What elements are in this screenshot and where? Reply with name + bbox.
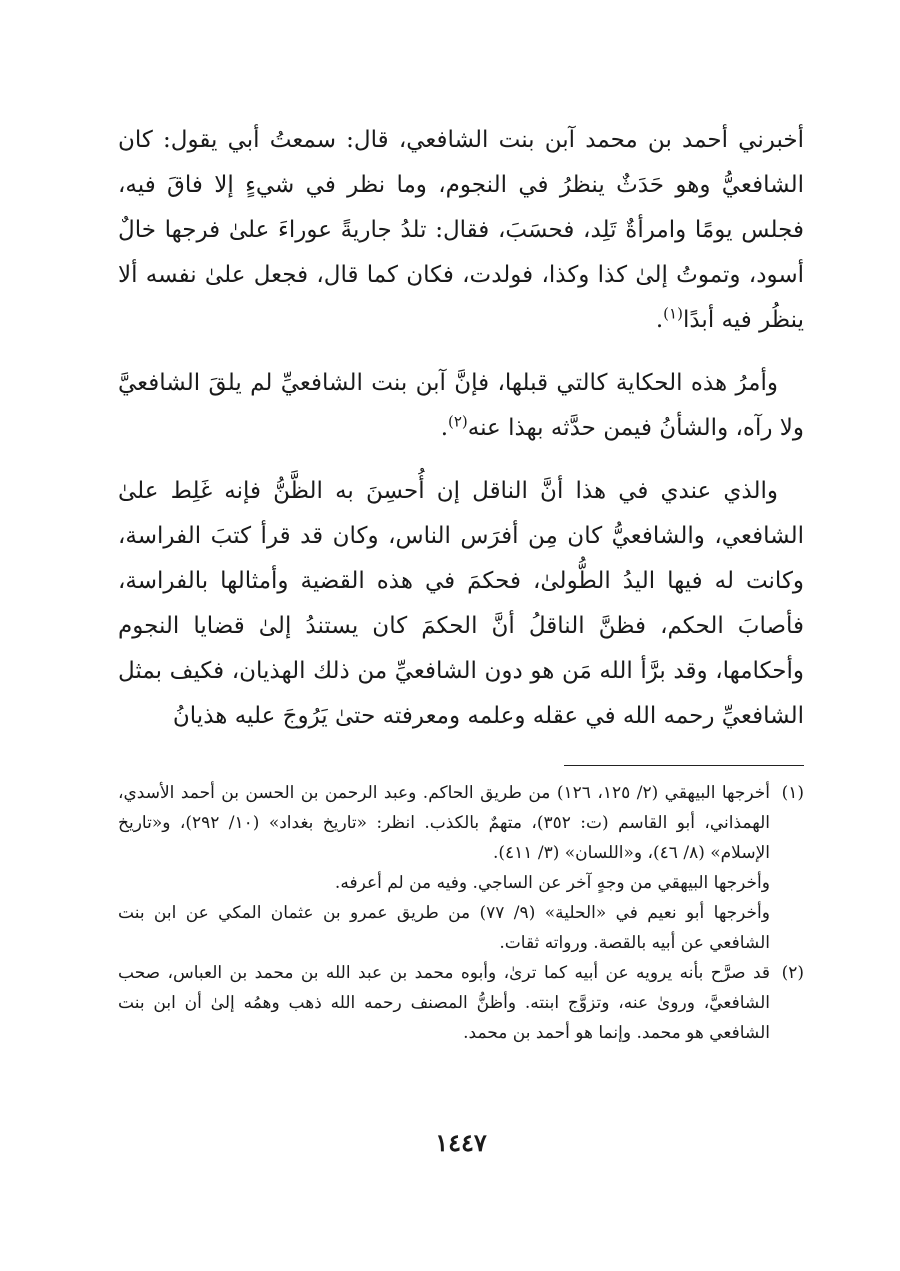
paragraph-1-tail: . <box>655 307 664 333</box>
paragraph-1-text: أخبرني أحمد بن محمد آبن بنت الشافعي، قال: سمعتُ أبي يقول: كان الشافعيُّ وهو حَدَثٌ ينظرُ في النجوم، وما نظر في شيءٍ إلا فاقَ فيه، فجلس يومًا وامرأةٌ تَلِد، فحسَبَ، فقال: تلدُ جاريةً عوراءَ علىٰ فرجها خالٌ أسود، وتموتُ إلىٰ كذا وكذا، فولدت، فكان كما قال، فجعل علىٰ نفسه ألا ينظُر فيه أبدًا <box>118 127 804 333</box>
paragraph-2-tail: . <box>440 415 448 441</box>
footnote-2-line-1: قد صرَّح بأنه يرويه عن أبيه كما ترىٰ، وأبوه محمد بن عبد الله بن محمد بن العباس، صحب الشافعيَّ، وروىٰ عنه، وتزوَّج ابنته. وأظنُّ المصنف رحمه الله ذهب وهمُه إلىٰ أن ابن بنت الشافعي هو محمد. وإنما هو أحمد بن محمد. <box>118 963 770 1043</box>
footnote-1-body <box>118 778 770 958</box>
footnote-1-line-2: وأخرجها البيهقي من وجهٍ آخر عن الساجي. وفيه من لم أعرفه. <box>334 873 770 893</box>
paragraph-2-text: وأمرُ هذه الحكاية كالتي قبلها، فإنَّ آبن بنت الشافعيِّ لم يلقَ الشافعيَّ ولا رآه، والشأنُ فيمن حدَّثه بهذا عنه <box>118 370 804 441</box>
main-text <box>118 118 804 739</box>
paragraph-3 <box>118 469 804 739</box>
footnote-2-body <box>118 958 770 1048</box>
footnote-2-number: (٢) <box>781 963 804 983</box>
paragraph-1 <box>118 118 804 343</box>
footnote-ref-1: (١) <box>663 304 683 323</box>
footnote-ref-2: (٢) <box>448 412 468 431</box>
footnote-2 <box>118 958 804 1048</box>
paragraph-2 <box>118 361 804 451</box>
footnote-1 <box>118 778 804 958</box>
book-page <box>118 118 804 1238</box>
footnote-1-number: (١) <box>781 783 804 803</box>
footnote-1-line-1: أخرجها البيهقي (٢/ ١٢٥، ١٢٦) من طريق الحاكم. وعبد الرحمن بن الحسن بن أحمد الأسدي، الهمذاني، أبو القاسم (ت: ٣٥٢)، متهمٌ بالكذب. انظر: «تاريخ بغداد» (١٠/ ٢٩٢)، و«تاريخ الإسلام» (٨/ ٤٦)، و«اللسان» (٣/ ٤١١). <box>118 783 771 863</box>
footnote-1-line-3: وأخرجها أبو نعيم في «الحلية» (٩/ ٧٧) من طريق عمرو بن عثمان المكي عن ابن بنت الشافعي عن أبيه بالقصة. ورواته ثقات. <box>118 903 770 953</box>
footnotes <box>118 778 804 1048</box>
footnote-separator <box>564 765 804 766</box>
paragraph-3-text: والذي عندي في هذا أنَّ الناقل إن أُحسِنَ به الظَّنُّ فإنه غَلِط علىٰ الشافعي، والشافعيُّ كان مِن أفرَس الناس، وكان قد قرأ كتبَ الفراسة، وكانت له فيها اليدُ الطُّولىٰ، فحكمَ في هذه القضية وأمثالها بالفراسة، فأصابَ الحكم، فظنَّ الناقلُ أنَّ الحكمَ كان يستندُ إلىٰ قضايا النجوم وأحكامها، وقد برَّأ الله مَن هو دون الشافعيِّ من ذلك الهذيان، فكيف بمثل الشافعيِّ رحمه الله في عقله وعلمه ومعرفته حتىٰ يَرُوجَ عليه هذيانُ <box>118 478 804 729</box>
page-number: ١٤٤٧ <box>435 1128 487 1157</box>
